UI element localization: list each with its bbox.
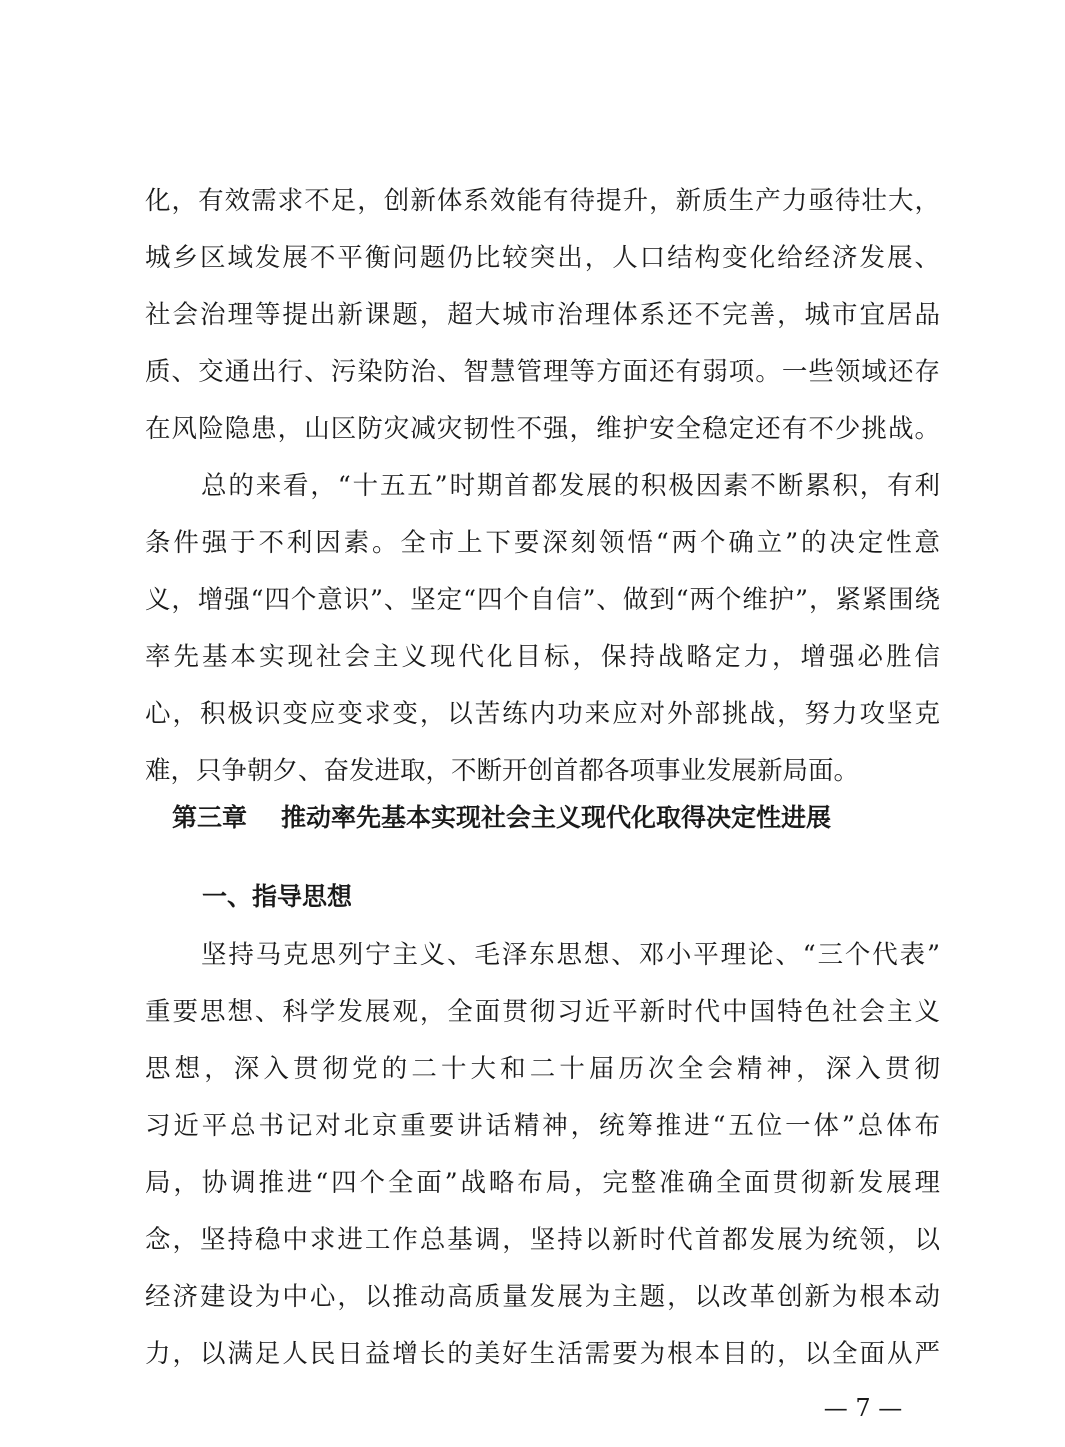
body-line: 习近平总书记对北京重要讲话精神，统筹推进“五位一体”总体布 (145, 1111, 940, 1141)
body-line: 难，只争朝夕、奋发进取，不断开创首都各项事业发展新局面。 (145, 756, 860, 786)
section-heading: 一、指导思想 (202, 882, 353, 911)
body-line: 城乡区域发展不平衡问题仍比较突出，人口结构变化给经济发展、 (145, 243, 940, 273)
body-line: 总的来看，“十五五”时期首都发展的积极因素不断累积，有利 (201, 471, 940, 501)
chapter-number: 第三章 (172, 803, 248, 832)
body-line: 坚持马克思列宁主义、毛泽东思想、邓小平理论、“三个代表” (201, 940, 940, 970)
body-line: 局，协调推进“四个全面”战略布局，完整准确全面贯彻新发展理 (145, 1168, 940, 1198)
body-line: 质、交通出行、污染防治、智慧管理等方面还有弱项。一些领域还存 (145, 357, 940, 387)
body-line: 条件强于不利因素。全市上下要深刻领悟“两个确立”的决定性意 (145, 528, 940, 558)
body-line: 念，坚持稳中求进工作总基调，坚持以新时代首都发展为统领，以 (145, 1225, 940, 1255)
body-line: 力，以满足人民日益增长的美好生活需要为根本目的，以全面从严 (145, 1339, 940, 1369)
body-line: 经济建设为中心，以推动高质量发展为主题，以改革创新为根本动 (145, 1282, 940, 1312)
body-line: 化，有效需求不足，创新体系效能有待提升，新质生产力亟待壮大， (145, 186, 940, 216)
chapter-heading (172, 798, 831, 838)
body-line: 义，增强“四个意识”、坚定“四个自信”、做到“两个维护”，紧紧围绕 (145, 585, 940, 615)
body-line: 思想，深入贯彻党的二十大和二十届历次全会精神，深入贯彻 (145, 1054, 940, 1084)
page-number: — 7 — (823, 1394, 903, 1422)
body-line: 社会治理等提出新课题，超大城市治理体系还不完善，城市宜居品 (145, 300, 940, 330)
body-line: 心，积极识变应变求变，以苦练内功来应对外部挑战，努力攻坚克 (145, 699, 940, 729)
chapter-title: 推动率先基本实现社会主义现代化取得决定性进展 (281, 803, 832, 832)
body-line: 率先基本实现社会主义现代化目标，保持战略定力，增强必胜信 (145, 642, 940, 672)
body-line: 重要思想、科学发展观，全面贯彻习近平新时代中国特色社会主义 (145, 997, 940, 1027)
body-line: 在风险隐患，山区防灾减灾韧性不强，维护安全稳定还有不少挑战。 (145, 414, 940, 444)
